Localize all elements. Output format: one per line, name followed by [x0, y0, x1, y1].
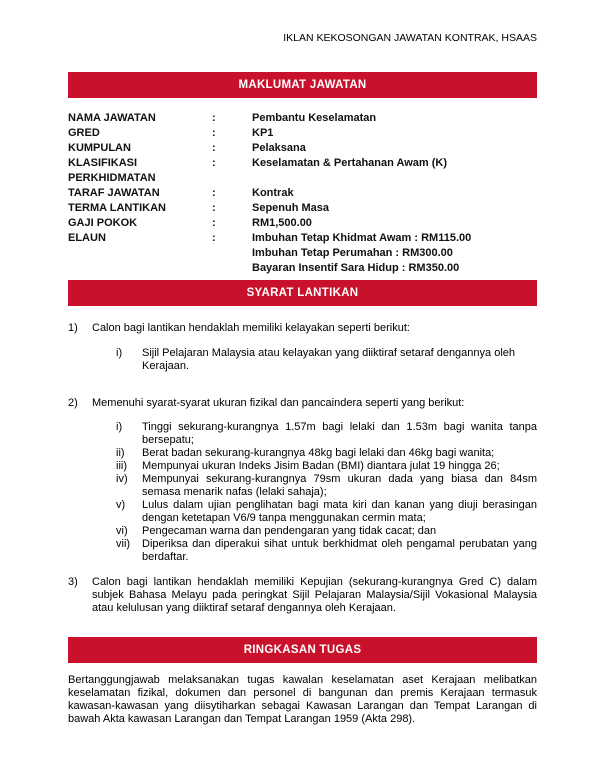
field-value: RM1,500.00 — [252, 217, 312, 229]
field-label: NAMA JAWATAN — [68, 112, 156, 124]
field-colon: : — [212, 217, 216, 229]
table-row — [68, 126, 537, 141]
sublist-item-number: ii) — [116, 447, 125, 459]
field-value: Pembantu Keselamatan — [252, 112, 377, 124]
field-label: GRED — [68, 127, 100, 139]
field-colon: : — [212, 142, 216, 154]
sublist-item-number: iv) — [116, 473, 128, 485]
sublist-item-number: iii) — [116, 460, 127, 472]
field-colon: : — [212, 232, 216, 244]
section-banner-ringkasan-tugas: RINGKASAN TUGAS — [68, 637, 537, 663]
sublist-item — [116, 347, 537, 373]
sublist-item-number: i) — [116, 421, 123, 433]
sublist — [116, 421, 537, 564]
table-row — [68, 186, 537, 201]
sublist-item — [116, 538, 537, 564]
field-value: Pelaksana — [252, 142, 306, 154]
allowance-line: Bayaran Insentif Sara Hidup : RM350.00 — [252, 262, 460, 274]
sublist-item-text: Berat badan sekurang-kurangnya 48kg bagi lelaki dan 46kg bagi wanita; — [142, 447, 495, 459]
sublist-item-number: vii) — [116, 538, 131, 550]
allowance-line: Imbuhan Tetap Perumahan : RM300.00 — [252, 247, 453, 259]
field-value: Sepenuh Masa — [252, 202, 330, 214]
sublist — [116, 347, 537, 373]
table-row — [68, 231, 537, 276]
sublist-item-text: Sijil Pelajaran Malaysia atau kelayakan yang diiktiraf setaraf dengannya oleh Kerajaan. — [142, 347, 516, 372]
field-label: GAJI POKOK — [68, 217, 138, 229]
section-banner-syarat-lantikan: SYARAT LANTIKAN — [68, 280, 537, 306]
sublist-item — [116, 447, 537, 460]
job-info-table — [68, 111, 537, 276]
field-label: KLASIFIKASI PERKHIDMATAN — [68, 157, 156, 184]
sublist-item-text: Mempunyai sekurang-kurangnya 79sm ukuran dada yang biasa dan 84sm semasa menarik nafas (lelaki sahaja); — [142, 473, 537, 498]
table-row — [68, 201, 537, 216]
field-colon: : — [212, 202, 216, 214]
list-item — [68, 576, 537, 615]
field-colon: : — [212, 112, 216, 124]
list-item-number: 2) — [68, 397, 78, 409]
table-row — [68, 111, 537, 126]
list-item-number: 1) — [68, 322, 78, 334]
list-item-text: Calon bagi lantikan hendaklah memiliki Kepujian (sekurang-kurangnya Gred C) dalam subjek Bahasa Melayu pada peringkat Sijil Pelajaran Malaysia/Sijil Vokasional Malaysia atau kelulusan yang diiktiraf setaraf dengannya oleh Kerajaan. — [92, 576, 537, 614]
field-label: TARAF JAWATAN — [68, 187, 160, 199]
requirements-list — [68, 322, 537, 615]
sublist-item-number: vi) — [116, 525, 128, 537]
sublist-item — [116, 421, 537, 447]
field-colon: : — [212, 187, 216, 199]
field-value: KP1 — [252, 127, 274, 139]
sublist-item-number: i) — [116, 347, 123, 359]
field-label: KUMPULAN — [68, 142, 131, 154]
field-value — [252, 231, 537, 276]
field-value: Kontrak — [252, 187, 294, 199]
sublist-item-text: Diperiksa dan diperakui sihat untuk berkhidmat oleh pengamal perubatan yang berdaftar. — [142, 538, 537, 563]
sublist-item-number: v) — [116, 499, 126, 511]
field-value: Keselamatan & Pertahanan Awam (K) — [252, 157, 448, 169]
sublist-item-text: Pengecaman warna dan pendengaran yang tidak cacat; dan — [142, 525, 437, 537]
sublist-item — [116, 499, 537, 525]
table-row — [68, 216, 537, 231]
document-header-title: IKLAN KEKOSONGAN JAWATAN KONTRAK, HSAAS — [283, 32, 537, 44]
field-colon: : — [212, 157, 216, 169]
list-item — [68, 397, 537, 564]
table-row — [68, 156, 537, 186]
field-colon: : — [212, 127, 216, 139]
list-item — [68, 322, 537, 385]
field-label: TERMA LANTIKAN — [68, 202, 166, 214]
allowance-line: Imbuhan Tetap Khidmat Awam : RM115.00 — [252, 232, 472, 244]
sublist-item — [116, 460, 537, 473]
list-item-text: Calon bagi lantikan hendaklah memiliki kelayakan seperti berikut: — [92, 322, 410, 334]
field-label: ELAUN — [68, 232, 106, 244]
sublist-item — [116, 473, 537, 499]
sublist-item-text: Mempunyai ukuran Indeks Jisim Badan (BMI) diantara julat 19 hingga 26; — [142, 460, 500, 472]
table-row — [68, 141, 537, 156]
sublist-item — [116, 525, 537, 538]
list-item-number: 3) — [68, 576, 78, 588]
list-item-text: Memenuhi syarat-syarat ukuran fizikal dan pancaindera seperti yang berikut: — [92, 397, 465, 409]
sublist-item-text: Tinggi sekurang-kurangnya 1.57m bagi lelaki dan 1.53m bagi wanita tanpa bersepatu; — [142, 421, 537, 446]
job-summary-paragraph: Bertanggungjawab melaksanakan tugas kawalan keselamatan aset Kerajaan melibatkan keselamatan fizikal, dokumen dan personel di bangunan dan premis Kerajaan termasuk kawasan-kawasan yang diisytiharkan sebagai Kawasan Larangan dan Tempat Larangan di bawah Akta kawasan Larangan dan Tempat Larangan 1959 (Akta 298). — [68, 674, 537, 725]
sublist-item-text: Lulus dalam ujian penglihatan bagi mata kiri dan kanan yang diuji berasingan dengan ketetapan V6/9 tanpa menggunakan cermin mata; — [142, 499, 537, 524]
section-banner-maklumat-jawatan: MAKLUMAT JAWATAN — [68, 72, 537, 98]
